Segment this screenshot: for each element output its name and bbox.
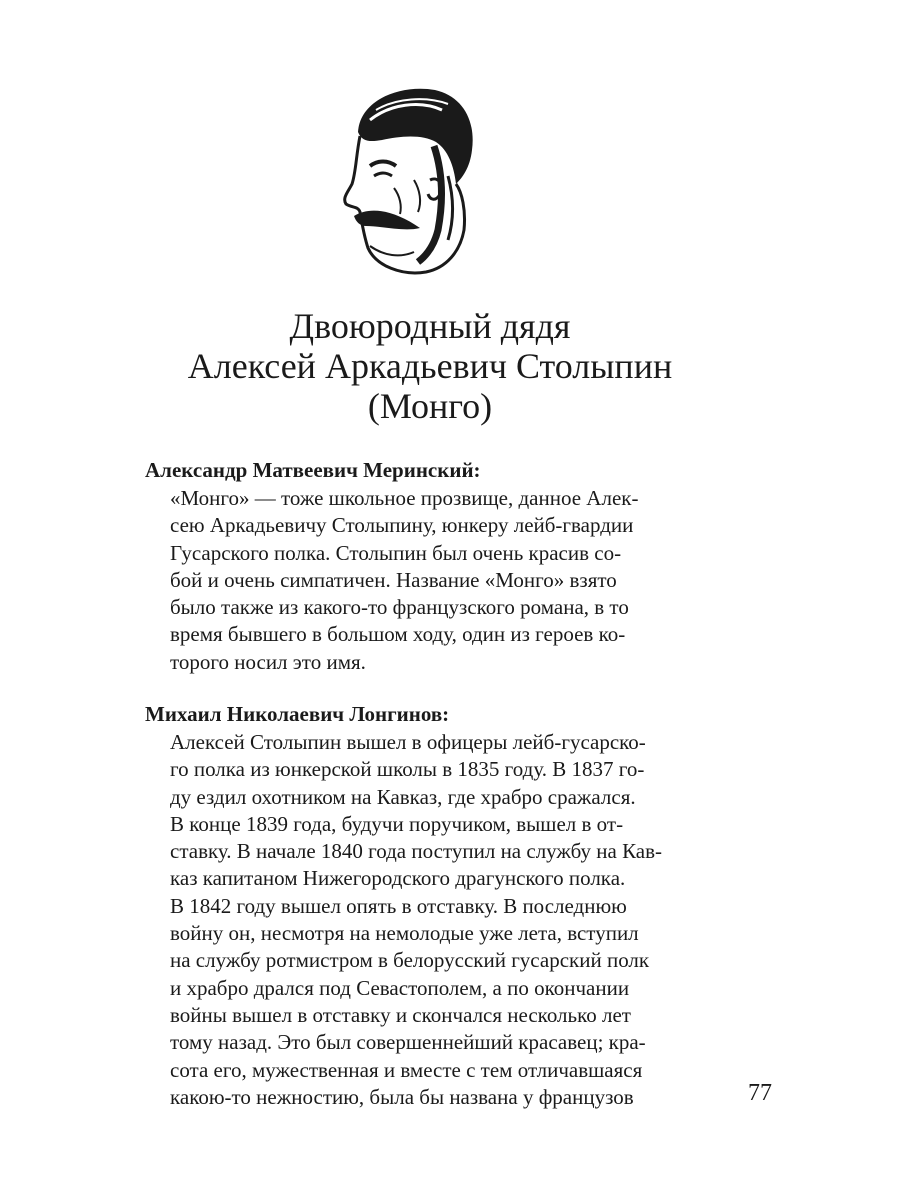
text-line: тому назад. Это был совершеннейший красавец; кра- [170,1030,646,1055]
text-line: бой и очень симпатичен. Название «Монго» взято [170,567,617,592]
text-line: каз капитаном Нижегородского драгунского полка. [170,866,626,891]
text-line: и храбро дрался под Севастополем, а по окончании [170,975,630,1000]
text-line: было также из какого-то французского романа, в то [170,595,629,620]
chapter-title-line: Двоюродный дядя [289,306,571,346]
portrait-illustration [330,80,480,280]
text-line: время бывшего в большом ходу, один из героев ко- [170,622,626,647]
portrait-sketch [330,80,480,280]
text-line: ставку. В начале 1840 года поступил на службу на Кав- [170,839,663,864]
page-number: 77 [748,1080,772,1106]
text-line: В конце 1839 года, будучи поручиком, вышел в от- [170,811,624,836]
speaker-name: Михаил Николаевич Лонгинов: [145,702,450,726]
memoir-section [145,456,700,676]
text-line: сота его, мужественная и вместе с тем отличавшаяся [170,1057,643,1082]
speaker-name: Александр Матвеевич Меринский: [145,458,481,482]
chapter-title-line: Алексей Аркадьевич Столыпин [187,346,673,386]
text-line: го полка из юнкерской школы в 1835 году. В 1837 го- [170,757,645,782]
text-line: войны вышел в отставку и скончался несколько лет [170,1002,631,1027]
chapter-title [0,306,860,426]
text-line: Алексей Столыпин вышел в офицеры лейб-гусарско- [170,730,646,754]
text-line: торого носил это имя. [170,649,366,674]
quote-text [170,729,700,1111]
quote-text [170,485,700,676]
text-line: сею Аркадьевичу Столыпину, юнкеру лейб-гвардии [170,513,634,538]
text-line: Гусарского полка. Столыпин был очень красив со- [170,540,622,565]
text-line: войну он, несмотря на немолодые уже лета, вступил [170,921,639,946]
text-line: «Монго» — тоже школьное прозвище, данное Алек- [170,486,639,510]
text-line: на службу ротмистром в белорусский гусарский полк [170,948,650,973]
memoir-section [145,700,700,1111]
chapter-title-line: (Монго) [367,386,493,426]
text-line: ду ездил охотником на Кавказ, где храбро сражался. [170,784,636,809]
text-line: какою-то нежностию, была бы названа у французов [170,1084,634,1109]
text-line: В 1842 году вышел опять в отставку. В последнюю [170,893,627,918]
